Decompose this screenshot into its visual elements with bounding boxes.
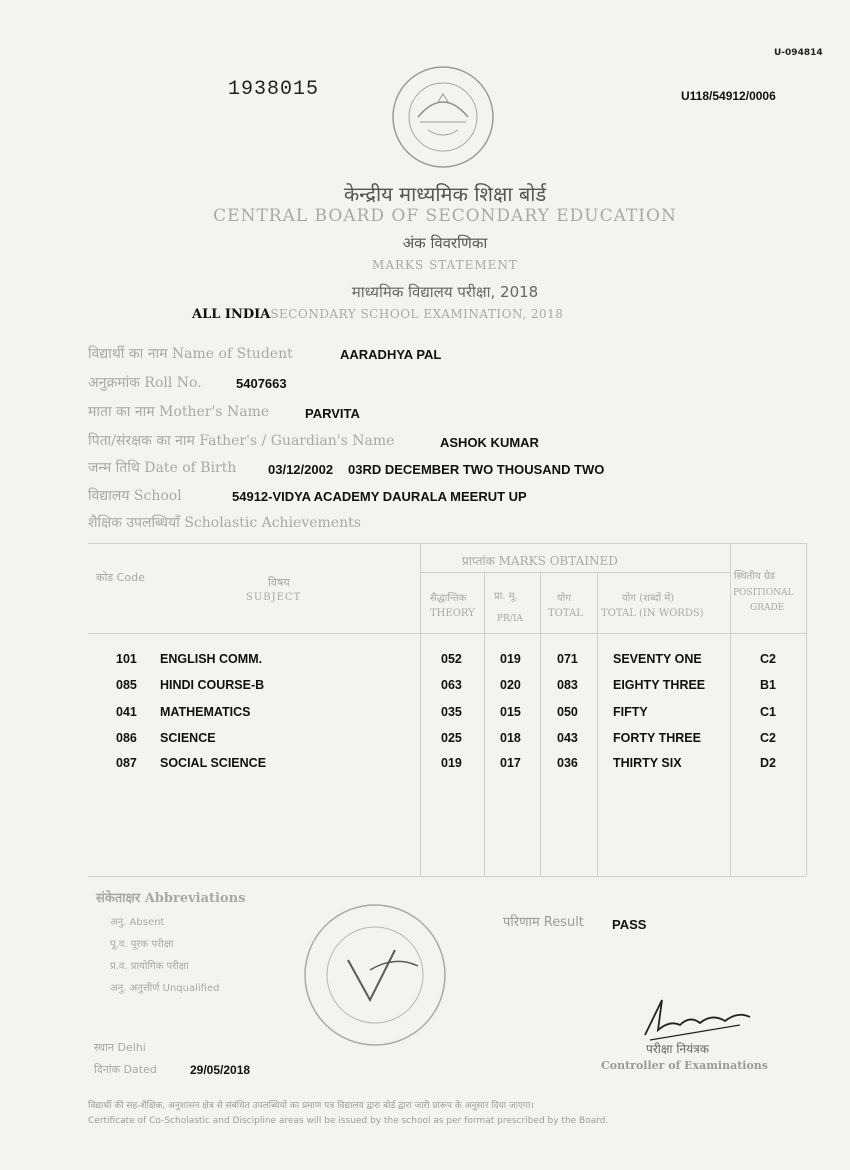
school-label: विद्यालय School	[88, 488, 182, 504]
col-words-header: TOTAL (IN WORDS)	[601, 608, 704, 619]
marks-obtained-header: प्राप्तांक MARKS OBTAINED	[462, 554, 618, 568]
school-stamp	[300, 900, 450, 1050]
dob-label: जन्म तिथि Date of Birth	[88, 460, 237, 476]
serial-number-top: U-094814	[774, 48, 823, 58]
certificate-number: 1938015	[228, 78, 320, 101]
total-in-words: EIGHTY THREE	[613, 678, 706, 692]
col-code-header: कोड Code	[96, 571, 145, 584]
mother-name: PARVITA	[305, 406, 360, 421]
total-in-words: SEVENTY ONE	[613, 652, 702, 666]
col-grade-header-hindi: स्थितीय ग्रेड	[734, 571, 775, 582]
subject-name: SCIENCE	[160, 731, 216, 745]
roll-number: 5407663	[236, 376, 287, 391]
footer-note-hindi: विद्यार्थी की सह-शैक्षिक, अनुशासन क्षेत्र से संबंधित उपलब्धियों का प्रमाण पत्र विद्यालय द्वारा बोर्ड द्वारा जारी प्रारूप के अनुसार दिया जाएगा।	[88, 1101, 534, 1111]
date-label: दिनांक Dated	[94, 1063, 157, 1076]
total-in-words: THIRTY SIX	[613, 756, 682, 770]
total-marks: 083	[557, 678, 578, 692]
issue-date: 29/05/2018	[190, 1063, 251, 1077]
controller-signature	[640, 995, 760, 1045]
col-subject-header-hindi: विषय	[268, 576, 290, 589]
practical-marks: 020	[500, 678, 521, 692]
grade: B1	[760, 678, 776, 692]
exam-prefix: ALL INDIA	[192, 307, 271, 322]
col-total-header: TOTAL	[548, 608, 583, 619]
date-of-birth-words: 03RD DECEMBER TWO THOUSAND TWO	[348, 462, 605, 477]
subject-code: 085	[116, 678, 137, 692]
practical-marks: 018	[500, 731, 521, 745]
table-row	[0, 678, 850, 700]
col-grade-header-1: POSITIONAL	[733, 588, 794, 598]
scholastic-achievements-label: शैक्षिक उपलब्धियाँ Scholastic Achievements	[88, 515, 361, 531]
total-marks: 036	[557, 756, 578, 770]
subject-code: 041	[116, 705, 137, 719]
subject-name: ENGLISH COMM.	[160, 652, 263, 666]
statement-title: MARKS STATEMENT	[372, 258, 518, 272]
abbreviation-item: अनु. Absent	[110, 917, 165, 928]
father-name-label: पिता/संरक्षक का नाम Father's / Guardian's Name	[88, 433, 395, 449]
subject-code: 087	[116, 756, 137, 770]
theory-marks: 052	[441, 652, 462, 666]
col-subject-header: SUBJECT	[246, 592, 302, 603]
table-row	[0, 756, 850, 778]
theory-marks: 063	[441, 678, 462, 692]
grade: D2	[760, 756, 776, 770]
total-in-words: FORTY THREE	[613, 731, 701, 745]
theory-marks: 025	[441, 731, 462, 745]
total-in-words: FIFTY	[613, 705, 648, 719]
subject-name: HINDI COURSE-B	[160, 678, 265, 692]
subject-name: MATHEMATICS	[160, 705, 251, 719]
table-row	[0, 731, 850, 753]
grade: C2	[760, 731, 776, 745]
board-title-hindi: केन्द्रीय माध्यमिक शिक्षा बोर्ड	[343, 182, 547, 206]
place-label: स्थान Delhi	[94, 1041, 146, 1054]
practical-marks: 015	[500, 705, 521, 719]
col-theory-header-hindi: सैद्धान्तिक	[430, 593, 467, 604]
practical-marks: 019	[500, 652, 521, 666]
roll-number-label: अनुक्रमांक Roll No.	[88, 375, 202, 391]
board-title: CENTRAL BOARD OF SECONDARY EDUCATION	[213, 206, 677, 226]
school-name: 54912-VIDYA ACADEMY DAURALA MEERUT UP	[232, 489, 527, 504]
abbreviation-item: प्र.व. प्रायोगिक परीक्षा	[110, 961, 189, 972]
father-name: ASHOK KUMAR	[440, 435, 539, 450]
total-marks: 071	[557, 652, 578, 666]
cbse-emblem	[388, 62, 498, 172]
total-marks: 050	[557, 705, 578, 719]
grade: C1	[760, 705, 776, 719]
subject-name: SOCIAL SCIENCE	[160, 756, 267, 770]
statement-title-hindi: अंक विवरणिका	[402, 234, 488, 252]
subject-code: 101	[116, 652, 137, 666]
result-label: परिणाम Result	[503, 915, 584, 930]
theory-marks: 035	[441, 705, 462, 719]
footer-note: Certificate of Co-Scholastic and Discipline areas will be issued by the school as per format prescribed by the Board.	[88, 1116, 609, 1126]
abbreviation-item: अनु. अनुत्तीर्ण Unqualified	[110, 983, 220, 994]
controller-title-hindi: परीक्षा नियंत्रक	[646, 1042, 709, 1056]
exam-name: SECONDARY SCHOOL EXAMINATION, 2018	[270, 307, 564, 321]
mother-name-label: माता का नाम Mother's Name	[88, 404, 270, 420]
reference-number: U118/54912/0006	[681, 89, 776, 103]
student-name: AARADHYA PAL	[340, 347, 442, 362]
practical-marks: 017	[500, 756, 521, 770]
subject-code: 086	[116, 731, 137, 745]
abbreviations-title: संकेताक्षर Abbreviations	[96, 891, 246, 906]
theory-marks: 019	[441, 756, 462, 770]
col-practical-header: PR/IA	[497, 614, 523, 624]
col-theory-header: THEORY	[430, 608, 475, 619]
student-name-label: विद्यार्थी का नाम Name of Student	[88, 346, 293, 362]
grade: C2	[760, 652, 776, 666]
exam-title-hindi: माध्यमिक विद्यालय परीक्षा, 2018	[351, 283, 539, 301]
col-total-header-hindi: योग	[557, 593, 572, 604]
date-of-birth: 03/12/2002	[268, 462, 334, 477]
controller-title: Controller of Examinations	[601, 1059, 768, 1072]
col-words-header-hindi: योग (शब्दों में)	[622, 593, 675, 604]
col-grade-header-2: GRADE	[750, 603, 785, 613]
result-value: PASS	[612, 917, 647, 932]
col-practical-header-hindi: प्रा. मू.	[494, 591, 518, 602]
exam-title	[192, 307, 563, 322]
table-row	[0, 705, 850, 727]
abbreviation-item: पू.व. पूरक परीक्षा	[110, 939, 174, 950]
total-marks: 043	[557, 731, 578, 745]
table-row	[0, 652, 850, 674]
